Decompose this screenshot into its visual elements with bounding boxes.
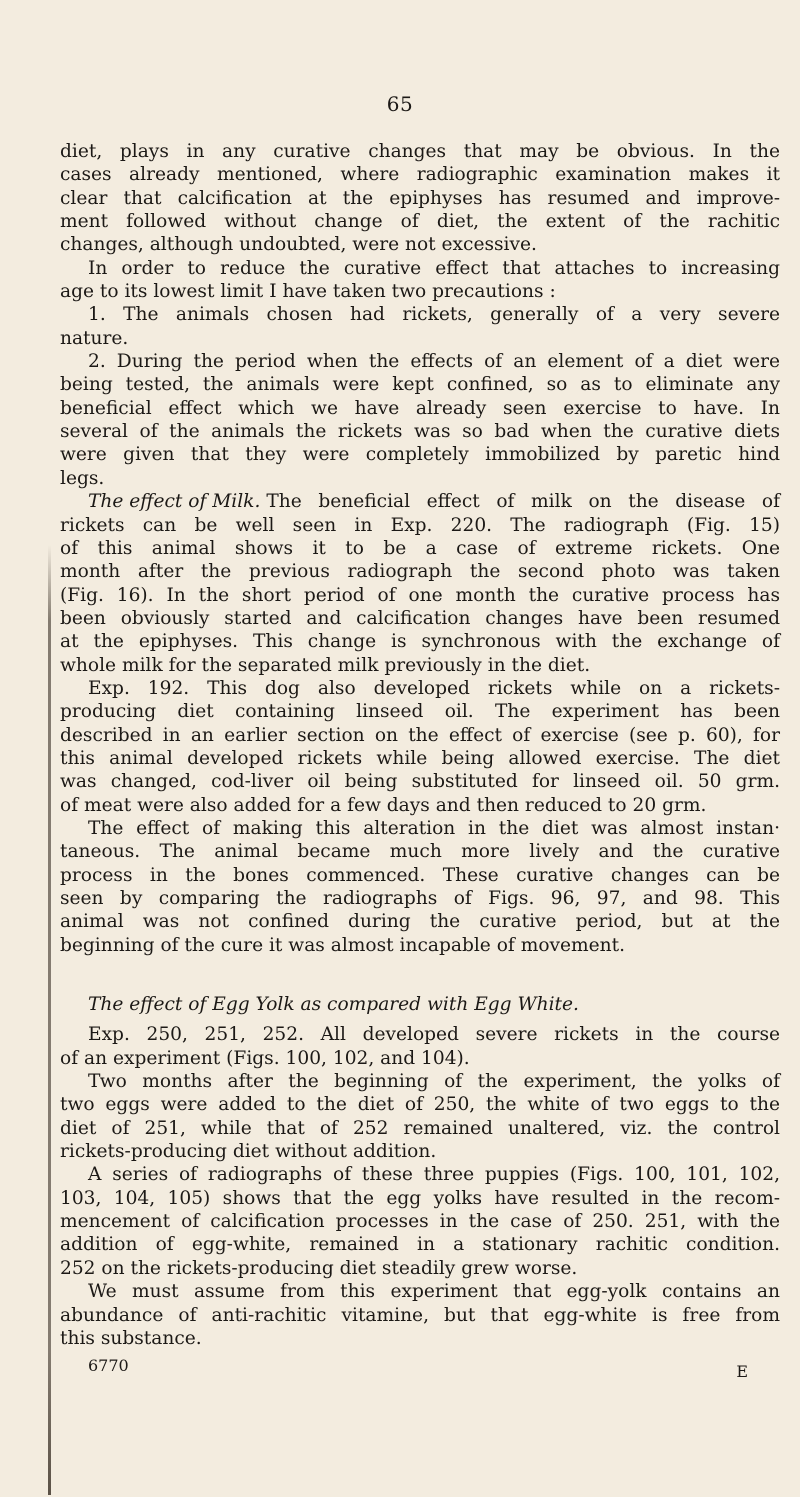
text-line: cases already mentioned, where radiographic examination makes it [60, 164, 780, 186]
page-body [60, 140, 780, 1384]
text-line: 252 on the rickets-producing diet steadily grew worse. [60, 1257, 578, 1279]
text-line: at the epiphyses. This change is synchronous with the exchange of [60, 631, 780, 653]
text-line: changes, although undoubted, were not excessive. [60, 234, 537, 256]
text-line: rickets can be well seen in Exp. 220. The radiograph (Fig. 15) [60, 514, 780, 536]
text-line: Exp. 250, 251, 252. All developed severe rickets in the course [88, 1024, 780, 1046]
text-line: of an experiment (Figs. 100, 102, and 104). [60, 1047, 470, 1069]
text-line: The effect of making this alteration in the diet was almost instan· [88, 817, 780, 839]
text-line: was changed, cod-liver oil being substituted for linseed oil. 50 grm. [60, 771, 780, 793]
text-line: animal was not confined during the curative period, but at the [60, 911, 780, 933]
text-line: beginning of the cure it was almost incapable of movement. [60, 934, 626, 956]
text-line: age to its lowest limit I have taken two precautions : [60, 281, 556, 303]
text-line: 2. During the period when the effects of an element of a diet were [88, 351, 780, 373]
text-line: A series of radiographs of these three puppies (Figs. 100, 101, 102, [88, 1164, 780, 1186]
text-line: rickets-producing diet without addition. [60, 1141, 437, 1163]
text-line: 1. The animals chosen had rickets, generally of a very severe [88, 304, 780, 326]
text-line: several of the animals the rickets was so bad when the curative diets [60, 421, 780, 443]
section-spacer [60, 957, 780, 993]
text-line: clear that calcification at the epiphyses has resumed and improve- [60, 187, 780, 209]
binding-edge-line [48, 545, 51, 1495]
gathering-mark: E [736, 1362, 748, 1382]
text-line: being tested, the animals were kept confined, so as to eliminate any [60, 374, 780, 396]
text-line: mencement of calcification processes in the case of 250. 251, with the [60, 1211, 780, 1233]
text-line: diet of 251, while that of 252 remained unaltered, viz. the control [60, 1117, 780, 1139]
text-line: of meat were also added for a few days and then reduced to 20 grm. [60, 794, 707, 816]
text-line [60, 490, 780, 513]
text-line: In order to reduce the curative effect that attaches to increasing [88, 257, 780, 279]
signature-mark: 6770 [88, 1356, 129, 1376]
text-line: abundance of anti-rachitic vitamine, but that egg-white is free from [60, 1304, 780, 1326]
text-line: month after the previous radiograph the second photo was taken [60, 561, 780, 583]
text-line: were given that they were completely immobilized by paretic hind [60, 444, 780, 466]
text-line: taneous. The animal became much more lively and the curative [60, 841, 780, 863]
text-line: this substance. [60, 1327, 202, 1349]
text-line: Exp. 192. This dog also developed rickets while on a rickets- [88, 677, 780, 699]
page-number: 65 [386, 92, 414, 116]
page-footer [60, 1350, 748, 1383]
text-line: of this animal shows it to be a case of extreme rickets. One [60, 537, 780, 559]
text-line: beneficial effect which we have already seen exercise to have. In [60, 397, 780, 419]
text-line: 103, 104, 105) shows that the egg yolks have resulted in the recom- [60, 1187, 780, 1209]
text-line: legs. [60, 467, 105, 489]
text-line: seen by comparing the radiographs of Figs. 96, 97, and 98. This [60, 888, 780, 909]
inline-heading: The effect of Milk. [88, 491, 261, 513]
text-line: diet, plays in any curative changes that may be obvious. In the [60, 141, 780, 162]
heading-spacer [60, 1016, 780, 1023]
text-line: process in the bones commenced. These curative changes can be [60, 864, 780, 886]
text-line: been obviously started and calcification changes have been resumed [60, 607, 780, 629]
text-line: addition of egg-white, remained in a stationary rachitic condition. [60, 1234, 780, 1256]
text-line: two eggs were added to the diet of 250, the white of two eggs to the [60, 1094, 780, 1116]
text-line: We must assume from this experiment that egg-yolk contains an [88, 1281, 780, 1303]
text-line: producing diet containing linseed oil. The experiment has been [60, 701, 780, 723]
text-line: whole milk for the separated milk previously in the diet. [60, 654, 591, 676]
text-line: ment followed without change of diet, the extent of the rachitic [60, 211, 780, 233]
section-heading: The effect of Egg Yolk as compared with Egg White. [88, 994, 579, 1016]
text-line: nature. [60, 327, 129, 349]
text-line: this animal developed rickets while being allowed exercise. The diet [60, 747, 780, 769]
text-line: described in an earlier section on the effect of exercise (see p. 60), for [60, 724, 780, 746]
text-line: Two months after the beginning of the experiment, the yolks of [88, 1071, 780, 1093]
text-line: (Fig. 16). In the short period of one month the curative process has [60, 584, 780, 606]
text-line-continuation: The beneficial effect of milk on the disease of [266, 491, 780, 513]
